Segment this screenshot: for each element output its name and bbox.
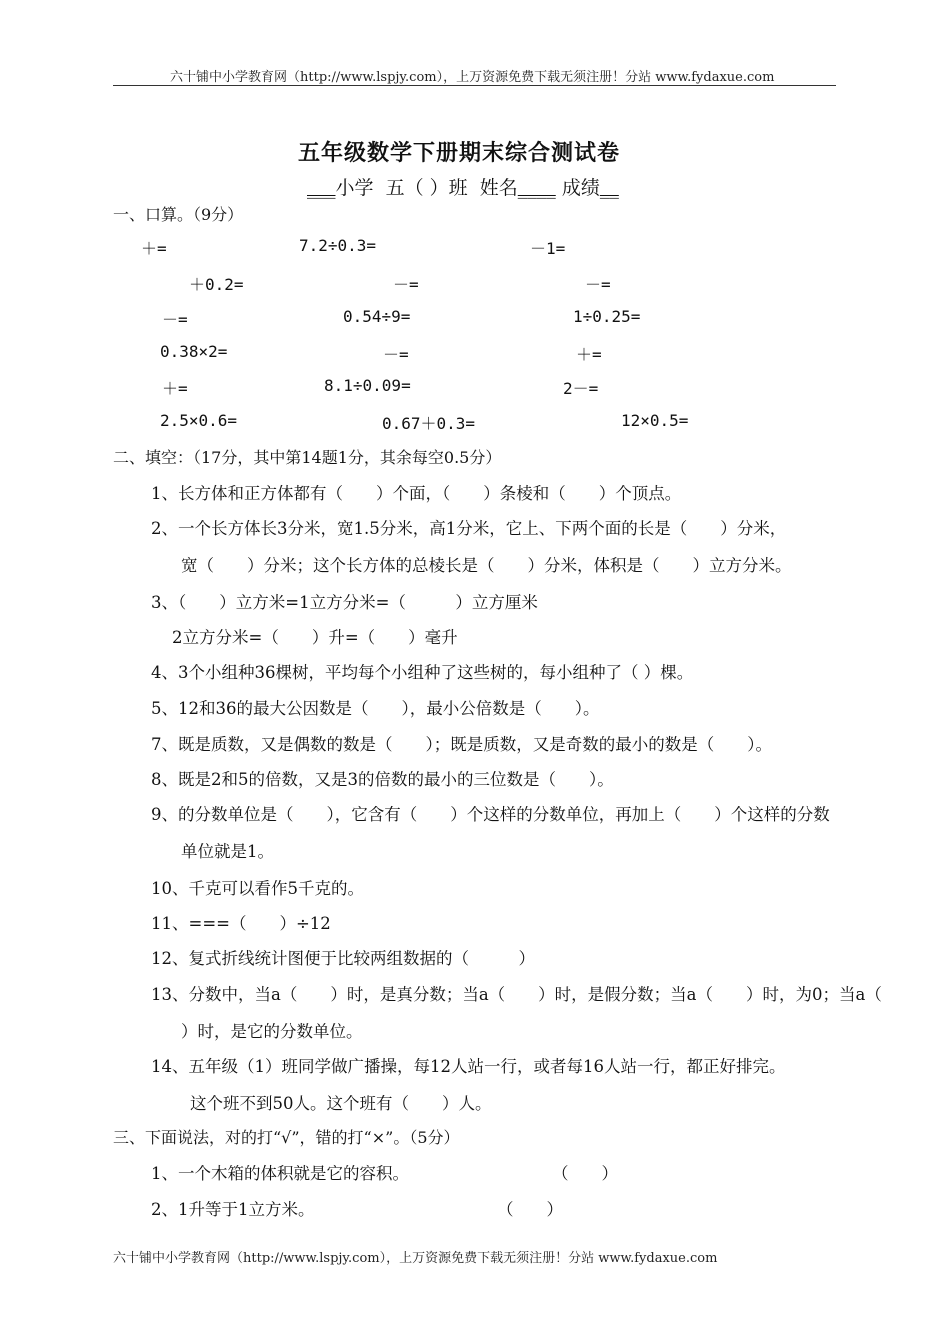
question-line: 1、长方体和正方体都有（ ）个面，（ ）条棱和（ ）个顶点。: [151, 484, 682, 503]
calc-item: －=: [162, 310, 188, 329]
question-line: 宽（ ）分米；这个长方体的总棱长是（ ）分米，体积是（ ）立方分米。: [181, 556, 792, 575]
section1-heading: 一、口算。（9分）: [113, 205, 244, 224]
judge-item-answer: （ ）: [497, 1200, 563, 1219]
question-line: ）时，是它的分数单位。: [181, 1022, 363, 1041]
name-label: 姓名: [479, 177, 518, 199]
calc-item: ＋=: [141, 239, 167, 258]
calc-item: ＋0.2=: [189, 275, 244, 294]
judge-item-text: 1、一个木箱的体积就是它的容积。: [151, 1164, 409, 1183]
score-blank: __: [599, 177, 619, 199]
calc-item: －1=: [530, 239, 566, 258]
page-title: 五年级数学下册期末综合测试卷: [298, 140, 621, 166]
section3-heading: 三、下面说法，对的打“√”，错的打“×”。（5分）: [113, 1128, 460, 1147]
question-line: 2立方分米=（ ）升=（ ）毫升: [172, 628, 458, 647]
calc-item: －=: [383, 345, 409, 364]
school-blank: ___: [307, 177, 336, 199]
question-line: 2、一个长方体长3分米，宽1.5分米，高1分米，它上、下两个面的长是（ ）分米，: [151, 519, 787, 538]
score-label: 成绩: [561, 177, 600, 199]
class-label: 五（ ）班: [385, 177, 468, 199]
question-line: 13、分数中，当a（ ）时，是真分数；当a（ ）时，是假分数；当a（ ）时，为0；当a（: [151, 985, 882, 1004]
question-line: 3、（ ）立方米=1立方分米=（ ）立方厘米: [151, 593, 538, 612]
question-line: 11、===（ ）÷12: [151, 914, 331, 933]
question-line: 这个班不到50人。这个班有（ ）人。: [190, 1094, 492, 1113]
page-footer: 六十铺中小学教育网（http://www.lspjy.com），上万资源免费下载无须注册！分站 www.fydaxue.com: [113, 1251, 718, 1266]
header-rule: [113, 85, 836, 86]
calc-item: －=: [393, 275, 419, 294]
section2-heading: 二、填空：（17分，其中第14题1分，其余每空0.5分）: [113, 448, 502, 467]
calc-item: 1÷0.25=: [573, 307, 641, 326]
question-line: 12、复式折线统计图便于比较两组数据的（ ）: [151, 949, 535, 968]
question-line: 单位就是1。: [181, 842, 274, 861]
calc-item: 2.5×0.6=: [160, 411, 238, 430]
question-line: 9、的分数单位是（ ），它含有（ ）个这样的分数单位，再加上（ ）个这样的分数: [151, 805, 830, 824]
judge-item-text: 2、1升等于1立方米。: [151, 1200, 315, 1219]
question-line: 10、千克可以看作5千克的。: [151, 879, 364, 898]
calc-item: ＋=: [576, 345, 602, 364]
calc-item: 7.2÷0.3=: [299, 236, 377, 255]
calc-item: 12×0.5=: [621, 411, 689, 430]
calc-item: 0.54÷9=: [343, 307, 411, 326]
name-blank: ____: [517, 177, 556, 199]
question-line: 7、既是质数，又是偶数的数是（ ）；既是质数，又是奇数的最小的数是（ ）。: [151, 735, 772, 754]
calc-item: 0.38×2=: [160, 342, 228, 361]
school-label: 小学: [335, 177, 374, 199]
calc-item: 8.1÷0.09=: [324, 376, 411, 395]
calc-item: ＋=: [162, 379, 188, 398]
calc-item: 2－=: [563, 379, 599, 398]
calc-item: －=: [585, 275, 611, 294]
calc-item: 0.67＋0.3=: [382, 414, 476, 433]
page-header: 六十铺中小学教育网（http://www.lspjy.com），上万资源免费下载无须注册！分站 www.fydaxue.com: [170, 70, 775, 85]
question-line: 14、五年级（1）班同学做广播操，每12人站一行，或者每16人站一行，都正好排完。: [151, 1057, 786, 1076]
question-line: 8、既是2和5的倍数，又是3的倍数的最小的三位数是（ ）。: [151, 770, 614, 789]
question-line: 4、3个小组种36棵树，平均每个小组种了这些树的，每小组种了（ ）棵。: [151, 663, 694, 682]
judge-item-answer: （ ）: [552, 1164, 618, 1183]
question-line: 5、12和36的最大公因数是（ ），最小公倍数是（ ）。: [151, 699, 600, 718]
student-info-line: [307, 173, 619, 200]
